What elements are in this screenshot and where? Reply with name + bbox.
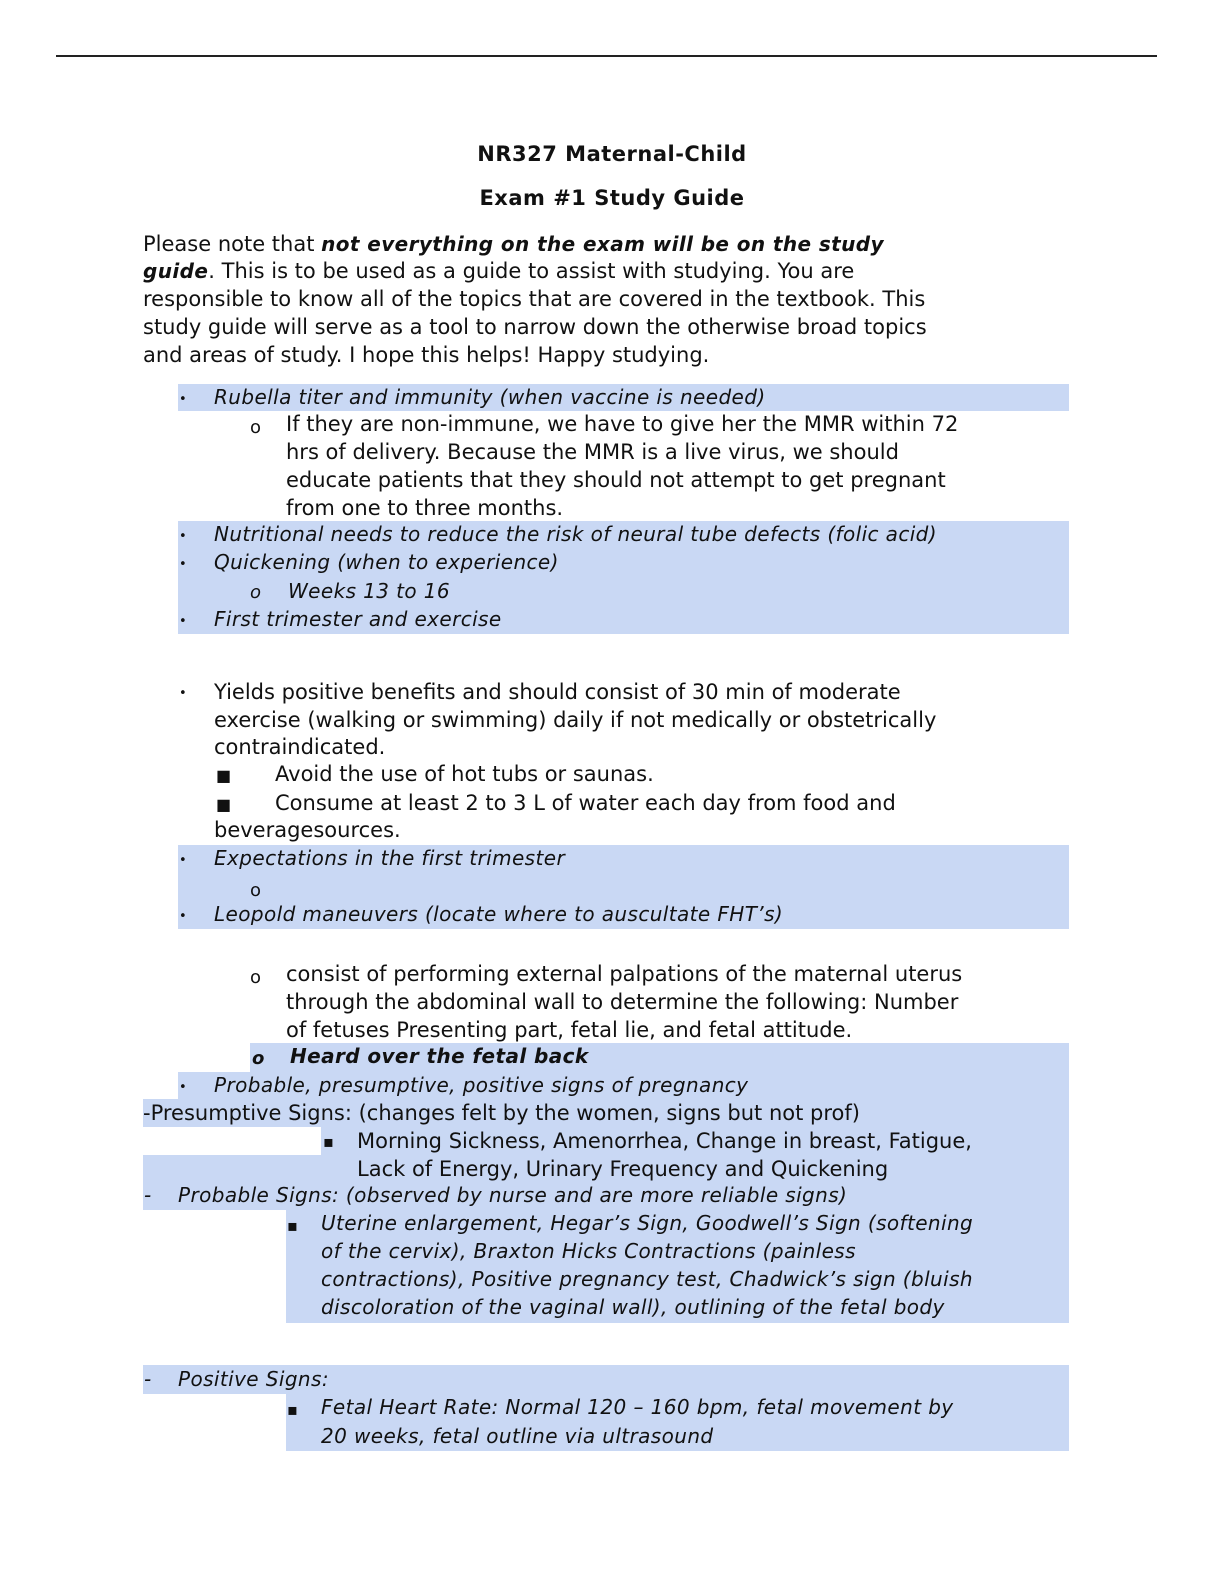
leopold-detail-1: consist of performing external palpations of the maternal uterus xyxy=(286,962,963,986)
bullet-icon: • xyxy=(179,686,187,701)
bullet-icon: • xyxy=(179,529,187,544)
probable-heading: Probable Signs: (observed by nurse and are more reliable signs) xyxy=(178,1183,848,1207)
square-bullet-icon: ▪ xyxy=(323,1132,334,1151)
highlight-presumptive-left xyxy=(143,1155,321,1182)
header-rule xyxy=(56,55,1157,57)
leopold-detail-3: of fetuses Presenting part, fetal lie, and fetal attitude. xyxy=(286,1018,853,1042)
leopold-detail-2: through the abdominal wall to determine the following: Number xyxy=(286,990,959,1014)
exercise-sub-1: Avoid the use of hot tubs or saunas. xyxy=(275,762,654,786)
intro-text: Please note that xyxy=(143,232,322,256)
positive-detail-2: 20 weeks, fetal outline via ultrasound xyxy=(321,1424,714,1448)
intro-line-3: responsible to know all of the topics that are covered in the textbook. This xyxy=(143,287,926,311)
intro-line-2 xyxy=(143,257,854,285)
quickening-detail: Weeks 13 to 16 xyxy=(288,579,451,603)
bullet-icon: • xyxy=(179,614,187,629)
presumptive-heading: -Presumptive Signs: (changes felt by the women, signs but not prof) xyxy=(143,1101,860,1125)
probable-detail-3: contractions), Positive pregnancy test, Chadwick’s sign (bluish xyxy=(321,1267,973,1291)
probable-detail-4: discoloration of the vaginal wall), outlining of the fetal body xyxy=(321,1295,945,1319)
bullet-icon: • xyxy=(179,392,187,407)
square-bullet-icon: ▪ xyxy=(287,1216,298,1235)
topic-nutritional: Nutritional needs to reduce the risk of neural tube defects (folic acid) xyxy=(214,522,937,546)
circle-bullet-icon: o xyxy=(252,1048,265,1069)
circle-bullet-icon: o xyxy=(250,417,262,438)
exercise-sub-2: Consume at least 2 to 3 L of water each day from food and xyxy=(275,791,896,815)
rubella-detail-1: If they are non-immune, we have to give her the MMR within 72 xyxy=(286,412,959,436)
topic-signs: Probable, presumptive, positive signs of pregnancy xyxy=(214,1073,749,1097)
bullet-icon: • xyxy=(179,557,187,572)
bullet-icon: • xyxy=(179,909,187,924)
circle-bullet-icon: o xyxy=(250,967,262,988)
topic-rubella: Rubella titer and immunity (when vaccine is needed) xyxy=(214,385,766,409)
bullet-icon: • xyxy=(179,853,187,868)
exercise-sub-2-cont: beveragesources. xyxy=(214,818,401,842)
square-bullet-icon: ▪ xyxy=(287,1400,298,1419)
bullet-icon: • xyxy=(179,1080,187,1095)
topic-expectations: Expectations in the first trimester xyxy=(214,846,566,870)
probable-detail-2: of the cervix), Braxton Hicks Contractions (painless xyxy=(321,1239,856,1263)
exercise-detail-3: contraindicated. xyxy=(214,735,386,759)
heard-over-fetal-back: Heard over the fetal back xyxy=(290,1044,589,1068)
title-guide: Exam #1 Study Guide xyxy=(479,186,745,210)
intro-line-5: and areas of study. I hope this helps! Happy studying. xyxy=(143,343,710,367)
presumptive-detail-2: Lack of Energy, Urinary Frequency and Quickening xyxy=(357,1157,889,1181)
intro-emphasis: not everything on the exam will be on the study xyxy=(321,232,884,256)
intro-line-4: study guide will serve as a tool to narrow down the otherwise broad topics xyxy=(143,315,927,339)
probable-detail-1: Uterine enlargement, Hegar’s Sign, Goodwell’s Sign (softening xyxy=(321,1211,974,1235)
intro-line-1 xyxy=(143,230,884,258)
exercise-detail-2: exercise (walking or swimming) daily if not medically or obstetrically xyxy=(214,708,937,732)
topic-first-trimester-exercise: First trimester and exercise xyxy=(214,607,502,631)
intro-emphasis-guide: guide xyxy=(143,259,209,283)
dash-marker: - xyxy=(144,1183,152,1207)
intro-text-rest: . This is to be used as a guide to assist with studying. You are xyxy=(208,259,855,283)
positive-detail-1: Fetal Heart Rate: Normal 120 – 160 bpm, fetal movement by xyxy=(321,1395,954,1419)
circle-bullet-icon: o xyxy=(250,880,262,901)
exercise-detail-1: Yields positive benefits and should consist of 30 min of moderate xyxy=(214,680,901,704)
square-bullet-icon: ■ xyxy=(216,766,232,785)
topic-quickening: Quickening (when to experience) xyxy=(214,550,559,574)
title-course: NR327 Maternal-Child xyxy=(477,142,747,166)
square-bullet-icon: ■ xyxy=(216,795,232,814)
topic-leopold: Leopold maneuvers (locate where to auscultate FHT’s) xyxy=(214,902,784,926)
rubella-detail-2: hrs of delivery. Because the MMR is a live virus, we should xyxy=(286,440,899,464)
presumptive-detail-1: Morning Sickness, Amenorrhea, Change in breast, Fatigue, xyxy=(357,1129,972,1153)
circle-bullet-icon: o xyxy=(250,582,262,603)
positive-heading: Positive Signs: xyxy=(178,1367,329,1391)
rubella-detail-3: educate patients that they should not attempt to get pregnant xyxy=(286,468,946,492)
dash-marker: - xyxy=(144,1367,152,1391)
rubella-detail-4: from one to three months. xyxy=(286,496,564,520)
